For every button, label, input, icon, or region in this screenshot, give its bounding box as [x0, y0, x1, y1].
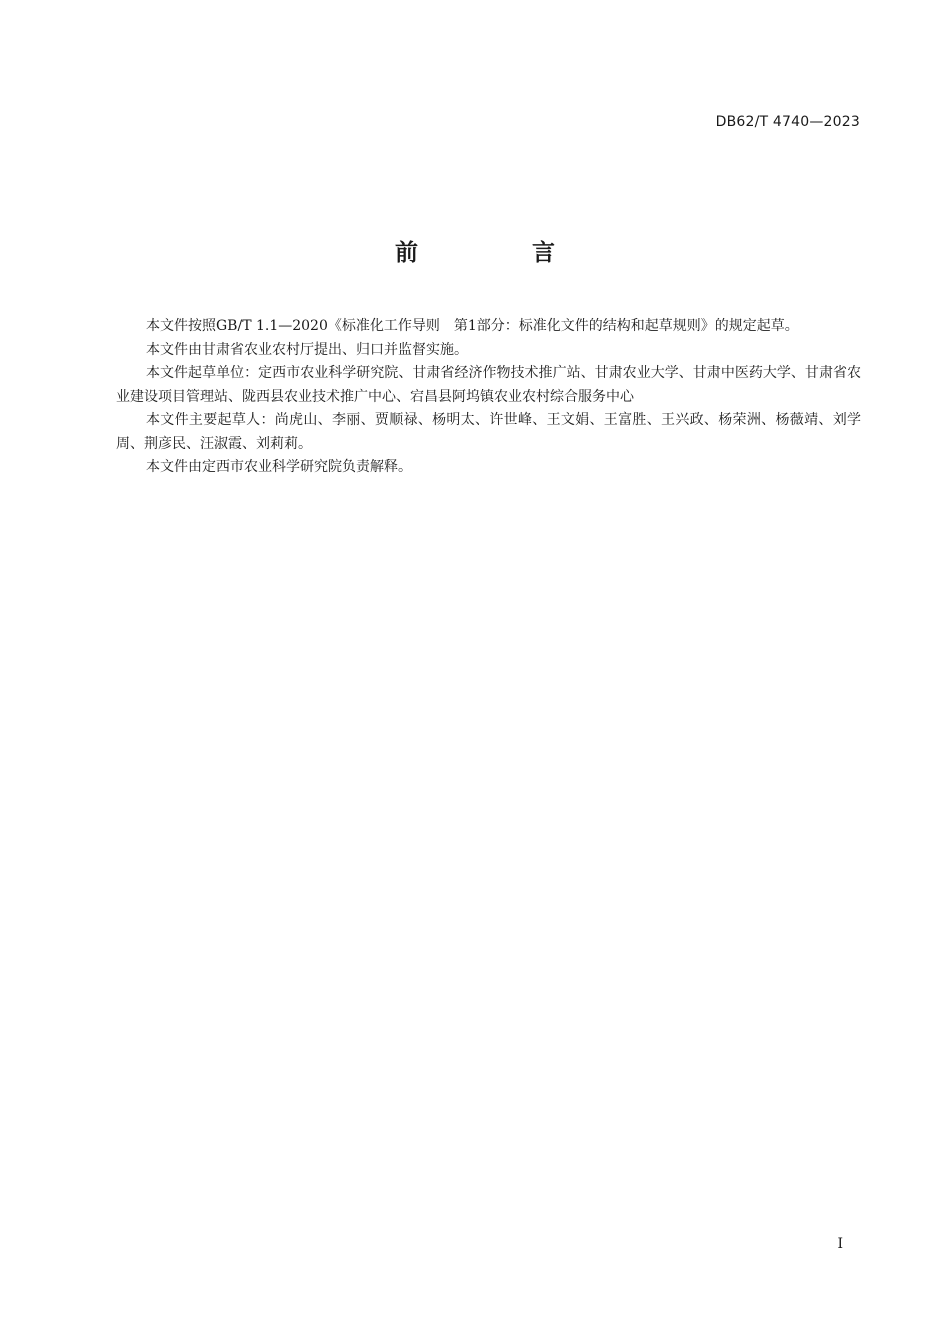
paragraph-drafting-units: 本文件起草单位：定西市农业科学研究院、甘肃省经济作物技术推广站、甘肃农业大学、甘肃中医药大学、甘肃省农业建设项目管理站、陇西县农业技术推广中心、宕昌县阿坞镇农业农村综合服务中心 [116, 365, 861, 405]
page-number: I [837, 1236, 843, 1252]
paragraph-interpretation: 本文件由定西市农业科学研究院负责解释。 [146, 459, 412, 475]
foreword-body [116, 315, 861, 480]
paragraph-proposer: 本文件由甘肃省农业农村厅提出、归口并监督实施。 [146, 341, 468, 358]
paragraph-main-drafters: 本文件主要起草人：尚虎山、李丽、贾顺禄、杨明太、许世峰、王文娟、王富胜、王兴政、杨荣洲、杨薇靖、刘学周、荆彦民、汪淑霞、刘莉莉。 [116, 412, 861, 452]
page-title: 前 言 [394, 240, 608, 266]
document-code: DB62/T 4740—2023 [715, 114, 860, 130]
paragraph-drafting-rules: 本文件按照GB/T 1.1—2020《标准化工作导则 第1部分：标准化文件的结构和起草规则》的规定起草。 [146, 318, 799, 334]
